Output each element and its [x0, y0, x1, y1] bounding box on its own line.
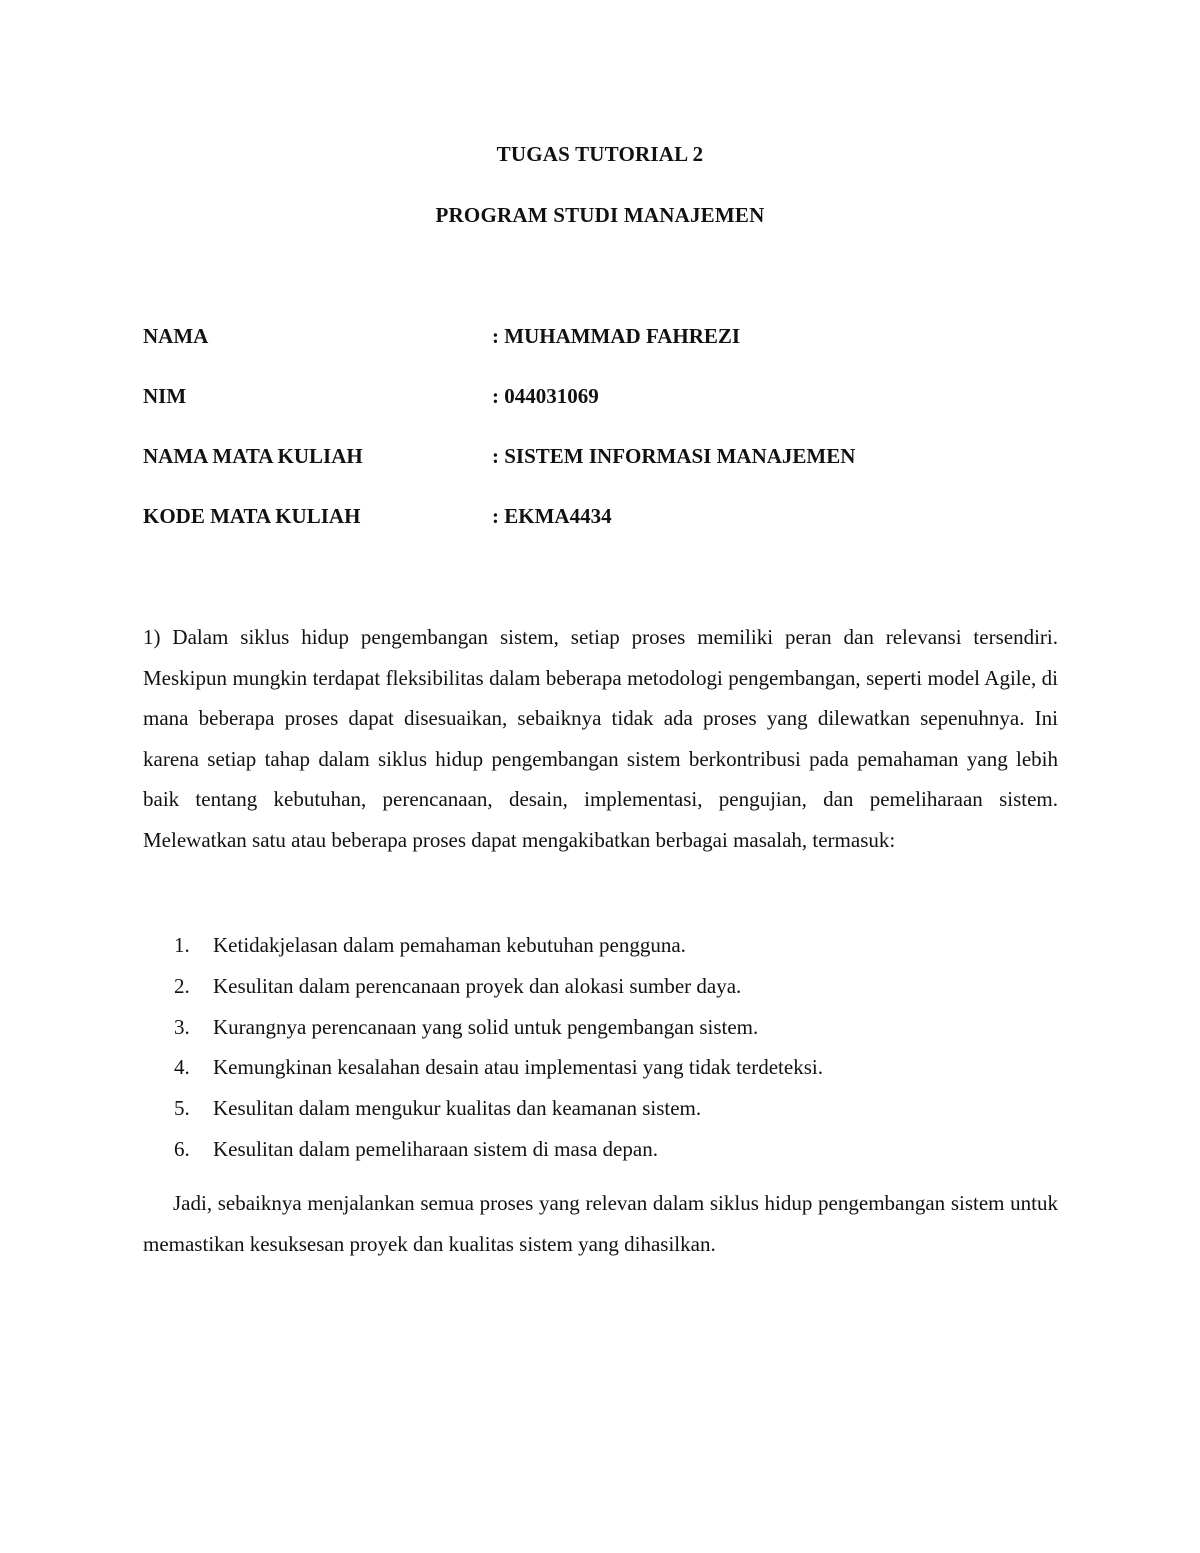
- list-item-text: Kurangnya perencanaan yang solid untuk pengembangan sistem.: [213, 1014, 759, 1039]
- info-row-course-name: [143, 444, 1063, 472]
- info-value: : MUHAMMAD FAHREZI: [492, 324, 741, 348]
- list-item: [143, 1129, 1058, 1170]
- list-item-text: Kemungkinan kesalahan desain atau implementasi yang tidak terdeteksi.: [213, 1055, 823, 1080]
- info-label: NAMA: [143, 324, 209, 348]
- conclusion-paragraph: Jadi, sebaiknya menjalankan semua proses yang relevan dalam siklus hidup pengembangan sistem untuk memastikan kesuksesan proyek dan kualitas sistem yang dihasilkan.: [143, 1191, 1058, 1256]
- info-row-nim: [143, 384, 1063, 412]
- list-item-text: Kesulitan dalam pemeliharaan sistem di masa depan.: [213, 1136, 658, 1161]
- info-label: NAMA MATA KULIAH: [143, 444, 363, 468]
- list-item-number: 3.: [174, 1014, 190, 1039]
- document-title: TUGAS TUTORIAL 2: [496, 142, 704, 166]
- consequences-list: [143, 925, 1058, 1170]
- document-subtitle: PROGRAM STUDI MANAJEMEN: [435, 203, 765, 227]
- list-item-number: 4.: [174, 1055, 190, 1080]
- list-item-text: Kesulitan dalam perencanaan proyek dan alokasi sumber daya.: [213, 973, 742, 998]
- list-item: [143, 966, 1058, 1007]
- list-item-text: Ketidakjelasan dalam pemahaman kebutuhan pengguna.: [213, 933, 686, 957]
- info-row-course-code: [143, 504, 1063, 532]
- list-item-number: 2.: [174, 973, 190, 998]
- info-value: : EKMA4434: [492, 504, 612, 528]
- list-item: [143, 1047, 1058, 1088]
- list-item-number: 1.: [174, 933, 190, 957]
- list-item: [143, 925, 1058, 966]
- info-row-nama: [143, 324, 1063, 352]
- info-label: KODE MATA KULIAH: [143, 504, 361, 528]
- info-label: NIM: [143, 384, 187, 408]
- list-item-text: Kesulitan dalam mengukur kualitas dan keamanan sistem.: [213, 1096, 702, 1121]
- list-item-number: 6.: [174, 1136, 190, 1161]
- list-item-number: 5.: [174, 1096, 190, 1121]
- list-item: [143, 1007, 1058, 1048]
- answer-paragraph: 1) Dalam siklus hidup pengembangan sistem, setiap proses memiliki peran dan relevansi tersendiri. Meskipun mungkin terdapat fleksibilitas dalam beberapa metodologi pengembangan, seperti model Agile, di mana beberapa proses dapat disesuaikan, sebaiknya tidak ada proses yang dilewatkan sepenuhnya. Ini karena setiap tahap dalam siklus hidup pengembangan sistem berkontribusi pada pemahaman yang lebih baik tentang kebutuhan, perencanaan, desain, implementasi, pengujian, dan pemeliharaan sistem. Melewatkan satu atau beberapa proses dapat mengakibatkan berbagai masalah, termasuk:: [143, 625, 1058, 852]
- info-value: : 044031069: [492, 384, 599, 408]
- list-item: [143, 1088, 1058, 1129]
- info-value: : SISTEM INFORMASI MANAJEMEN: [492, 444, 856, 468]
